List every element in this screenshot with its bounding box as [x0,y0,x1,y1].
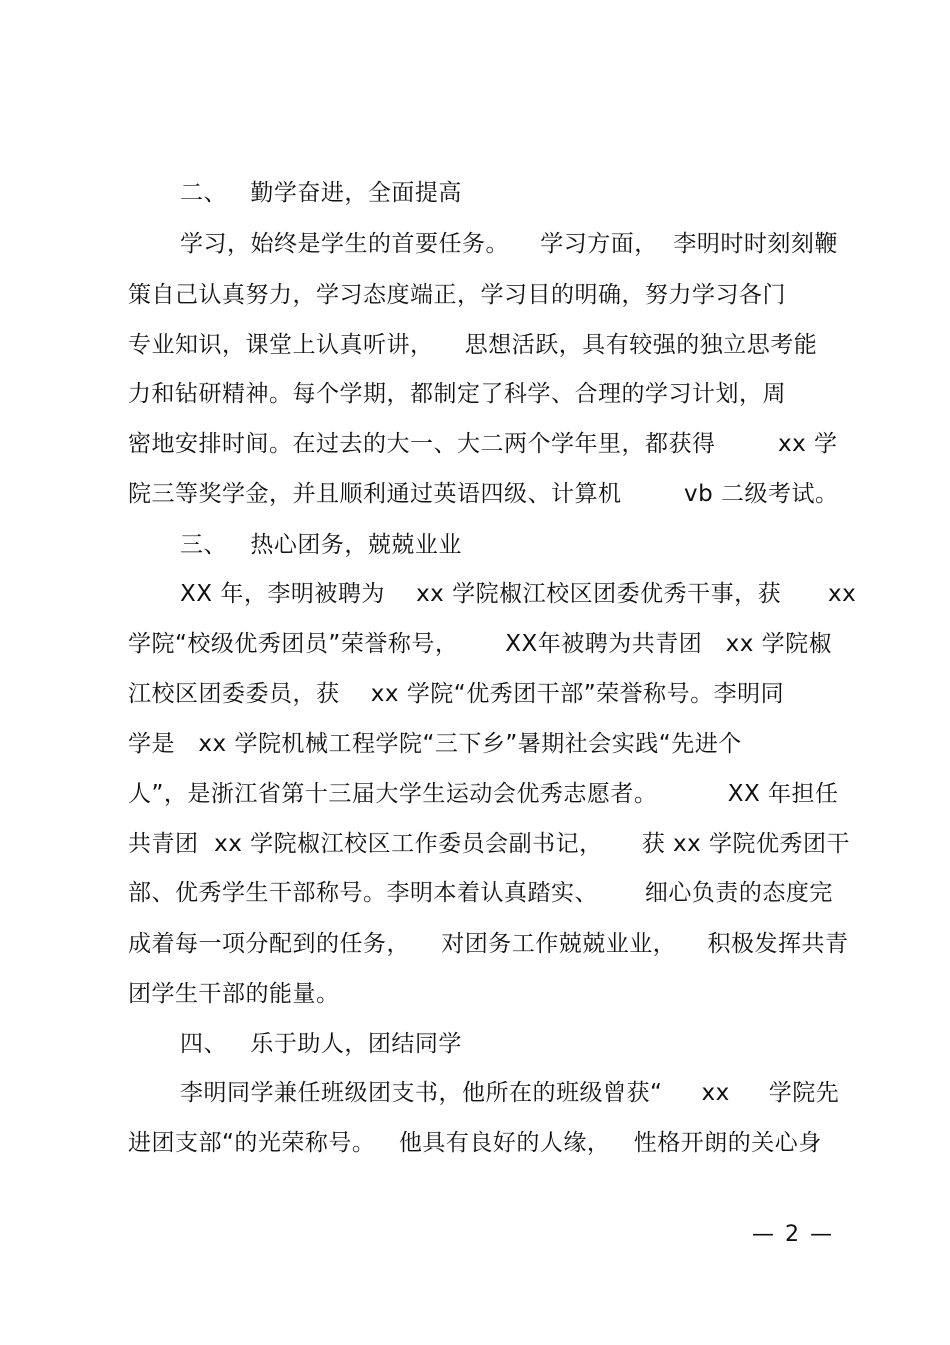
paragraph-line: 团学生干部的能量。 [128,981,340,1007]
paragraph-line: 部、优秀学生干部称号。李明本着认真踏实、 细心负责的态度完 [128,880,833,906]
paragraph-line: 院三等奖学金，并且顺利通过英语四级、计算机 vb 二级考试。 [128,481,839,507]
paragraph-line: XX 年，李明被聘为 xx 学院椒江校区团委优秀干事，获 xx [180,581,857,607]
paragraph-line: 力和钻研精神。每个学期，都制定了科学、合理的学习计划，周 [128,381,786,407]
paragraph-line: 学习，始终是学生的首要任务。 学习方面， 李明时时刻刻鞭 [180,231,838,257]
paragraph-line: 策自己认真努力，学习态度端正，学习目的明确，努力学习各门 [128,282,786,308]
section-heading-3: 三、 热心团务，兢兢业业 [180,532,462,558]
paragraph-line: 进团支部“的光荣称号。 他具有良好的人缘， 性格开朗的关心身 [128,1130,822,1156]
paragraph-line: 密地安排时间。在过去的大一、大二两个学年里，都获得 xx 学 [128,431,838,457]
paragraph-line: 共青团 xx 学院椒江校区工作委员会副书记， 获 xx 学院优秀团干 [128,831,851,857]
paragraph-line: 学是 xx 学院机械工程学院“三下乡”暑期社会实践“先进个 [128,731,742,757]
paragraph-line: 江校区团委委员，获 xx 学院“优秀团干部”荣誉称号。李明同 [128,681,785,707]
paragraph-line: 李明同学兼任班级团支书，他所在的班级曾获“ xx 学院先 [180,1080,840,1106]
paragraph-line: 成着每一项分配到的任务， 对团务工作兢兢业业， 积极发挥共青 [128,931,849,957]
section-heading-2: 二、 勤学奋进，全面提高 [180,180,462,206]
paragraph-line: 人”，是浙江省第十三届大学生运动会优秀志愿者。 XX 年担任 [128,781,839,807]
section-heading-4: 四、 乐于助人，团结同学 [180,1031,462,1057]
paragraph-line: 学院“校级优秀团员”荣誉称号， XX年被聘为共青团 xx 学院椒 [128,631,833,657]
paragraph-line: 专业知识，课堂上认真听讲， 思想活跃，具有较强的独立思考能 [128,332,818,358]
page-number: — 2 — [752,1222,834,1247]
